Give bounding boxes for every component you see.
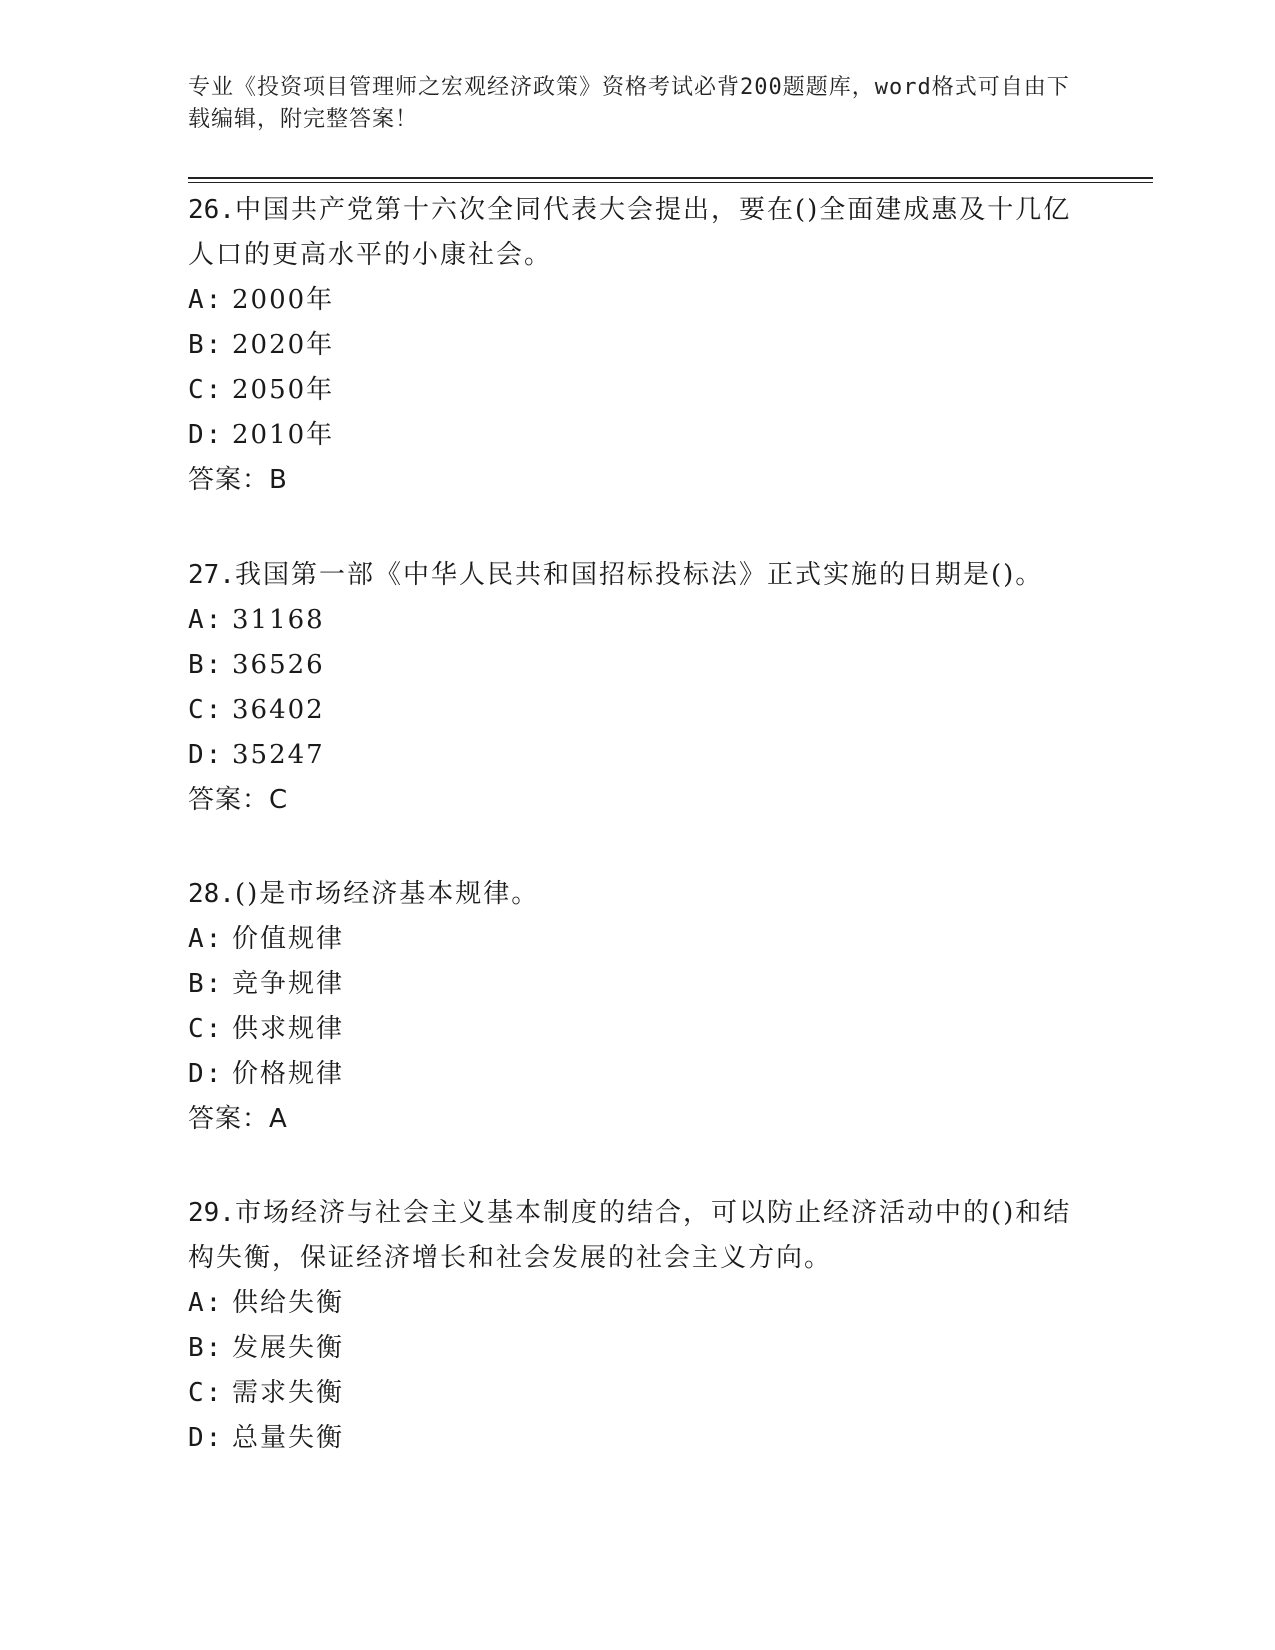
question-text: 我国第一部《中华人民共和国招标投标法》正式实施的日期是()。 [234, 560, 1044, 590]
option-text: 价值规律 [232, 924, 345, 954]
option-letter: D: [188, 1423, 224, 1453]
option-letter: B: [188, 650, 224, 680]
option-letter: C: [188, 1378, 224, 1408]
question-text: 中国共产党第十六次全同代表大会提出，要在()全面建成惠及十几亿人口的更高水平的小康社会。 [188, 195, 1072, 270]
option-text: 发展失衡 [232, 1333, 345, 1363]
option-c [188, 1007, 1088, 1052]
option-letter: A: [188, 605, 224, 635]
option-d [188, 1052, 1088, 1097]
document-header: 专业《投资项目管理师之宏观经济政策》资格考试必背200题题库，word格式可自由下载编辑，附完整答案！ [188, 75, 1070, 132]
option-text: 36402 [232, 695, 325, 725]
option-letter: D: [188, 740, 224, 770]
header-divider-bottom [188, 182, 1153, 183]
option-letter: A: [188, 285, 224, 315]
option-letter: B: [188, 1333, 224, 1363]
option-b [188, 643, 1088, 688]
option-b [188, 323, 1088, 368]
option-text: 需求失衡 [232, 1378, 345, 1408]
option-text: 35247 [232, 740, 325, 770]
option-letter: C: [188, 695, 224, 725]
option-text: 31168 [232, 605, 325, 635]
question-26 [188, 188, 1088, 503]
answer-line: 答案：A [188, 1104, 288, 1134]
option-a [188, 1281, 1088, 1326]
question-number: 28. [188, 879, 235, 909]
option-c [188, 368, 1088, 413]
option-letter: D: [188, 420, 224, 450]
question-27 [188, 553, 1088, 823]
answer-line: 答案：B [188, 465, 288, 495]
option-text: 2050年 [232, 375, 335, 405]
option-a [188, 278, 1088, 323]
option-text: 2020年 [232, 330, 335, 360]
answer-line: 答案：C [188, 785, 289, 815]
question-number: 27. [188, 560, 235, 590]
question-29 [188, 1191, 1088, 1461]
option-b [188, 1326, 1088, 1371]
option-letter: A: [188, 924, 224, 954]
question-text: ()是市场经济基本规律。 [234, 879, 540, 909]
option-a [188, 917, 1088, 962]
option-text: 2010年 [232, 420, 335, 450]
option-letter: B: [188, 330, 224, 360]
question-text: 市场经济与社会主义基本制度的结合，可以防止经济活动中的()和结构失衡，保证经济增长和社会发展的社会主义方向。 [188, 1198, 1072, 1273]
question-stem [188, 188, 1088, 278]
option-letter: A: [188, 1288, 224, 1318]
option-text: 36526 [232, 650, 325, 680]
question-stem [188, 1191, 1088, 1281]
option-d [188, 1416, 1088, 1461]
option-d [188, 733, 1088, 778]
option-letter: D: [188, 1059, 224, 1089]
question-stem [188, 872, 1088, 917]
option-text: 供给失衡 [232, 1288, 345, 1318]
option-letter: B: [188, 969, 224, 999]
option-text: 总量失衡 [232, 1423, 345, 1453]
question-number: 26. [188, 195, 235, 225]
option-text: 价格规律 [232, 1059, 345, 1089]
option-text: 2000年 [232, 285, 335, 315]
option-b [188, 962, 1088, 1007]
option-letter: C: [188, 375, 224, 405]
option-c [188, 1371, 1088, 1416]
option-text: 供求规律 [232, 1014, 345, 1044]
option-d [188, 413, 1088, 458]
question-number: 29. [188, 1198, 235, 1228]
header-divider-top [188, 177, 1153, 179]
option-a [188, 598, 1088, 643]
option-c [188, 688, 1088, 733]
question-28 [188, 872, 1088, 1142]
question-stem [188, 553, 1088, 598]
option-letter: C: [188, 1014, 224, 1044]
option-text: 竞争规律 [232, 969, 345, 999]
